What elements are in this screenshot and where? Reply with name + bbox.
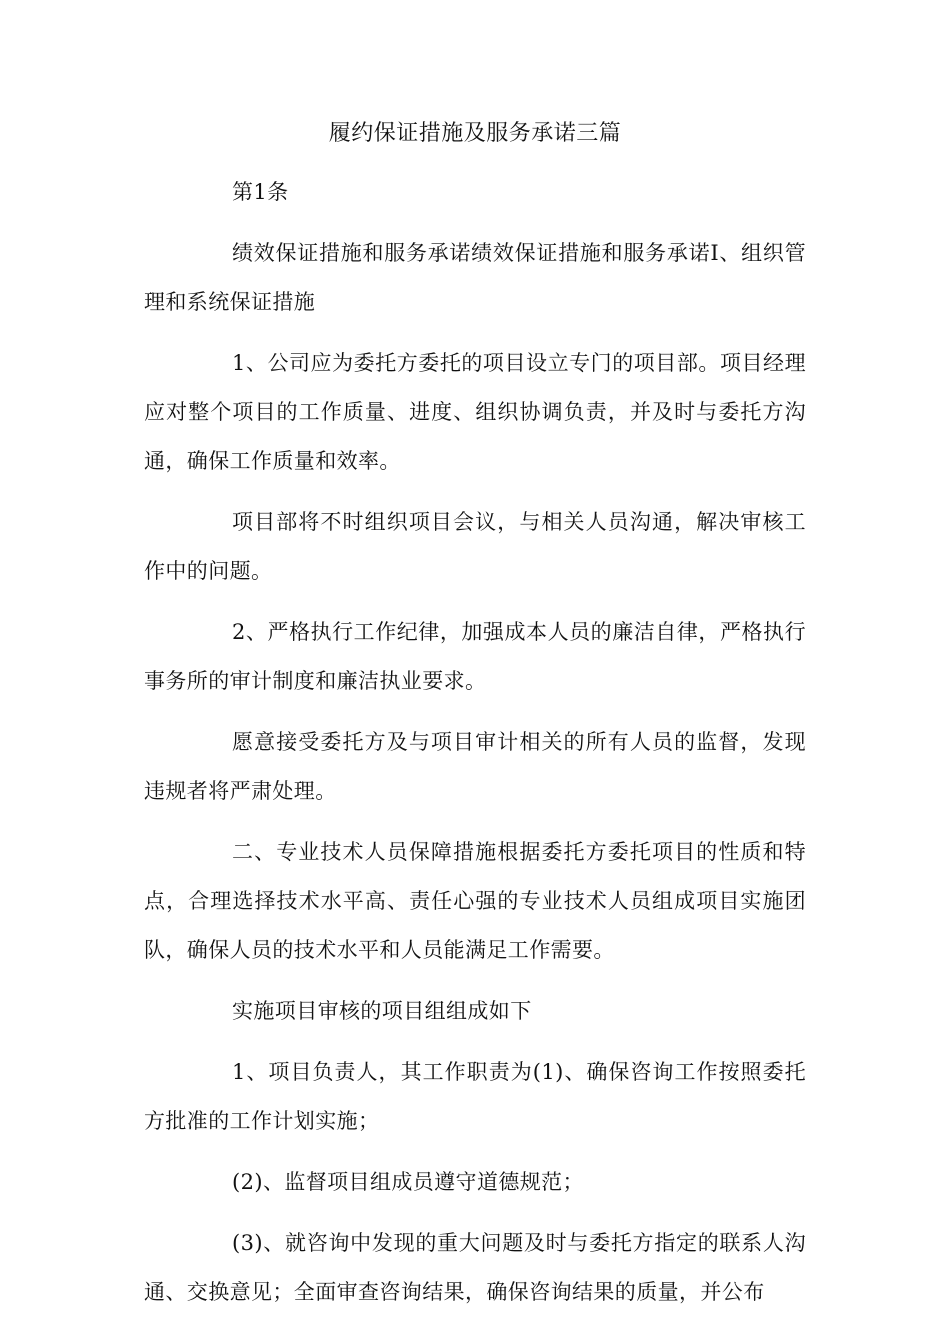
paragraph-communication: (3)、就咨询中发现的重大问题及时与委托方指定的联系人沟通、交换意见；全面审查咨询结果，确保咨询结果的质量，并公布: [144, 1231, 806, 1304]
paragraph-technical-staff: 二、专业技术人员保障措施根据委托方委托项目的性质和特点，合理选择技术水平高、责任心强的专业技术人员组成项目实施团队，确保人员的技术水平和人员能满足工作需要。: [144, 840, 806, 962]
paragraph-ethics: (2)、监督项目组成员遵守道德规范；: [232, 1170, 584, 1194]
paragraph-project-leader: 1、项目负责人，其工作职责为(1)、确保咨询工作按照委托方批准的工作计划实施；: [144, 1060, 806, 1133]
paragraph-supervision: 愿意接受委托方及与项目审计相关的所有人员的监督，发现违规者将严肃处理。: [144, 730, 806, 803]
paragraph-project-meetings: 项目部将不时组织项目会议，与相关人员沟通，解决审核工作中的问题。: [144, 510, 806, 583]
paragraph-project-department: 1、公司应为委托方委托的项目设立专门的项目部。项目经理应对整个项目的工作质量、进度、组织协调负责，并及时与委托方沟通，确保工作质量和效率。: [144, 351, 806, 473]
paragraph-article-number: 第1条: [232, 180, 289, 204]
paragraph-intro: 绩效保证措施和服务承诺绩效保证措施和服务承诺Ⅰ、组织管理和系统保证措施: [144, 241, 806, 314]
document-body: [144, 168, 806, 1329]
document-title: 履约保证措施及服务承诺三篇: [328, 121, 622, 146]
paragraph-work-discipline: 2、严格执行工作纪律，加强成本人员的廉洁自律，严格执行事务所的审计制度和廉洁执业要求。: [144, 620, 806, 693]
paragraph-team-composition: 实施项目审核的项目组组成如下: [232, 999, 532, 1023]
